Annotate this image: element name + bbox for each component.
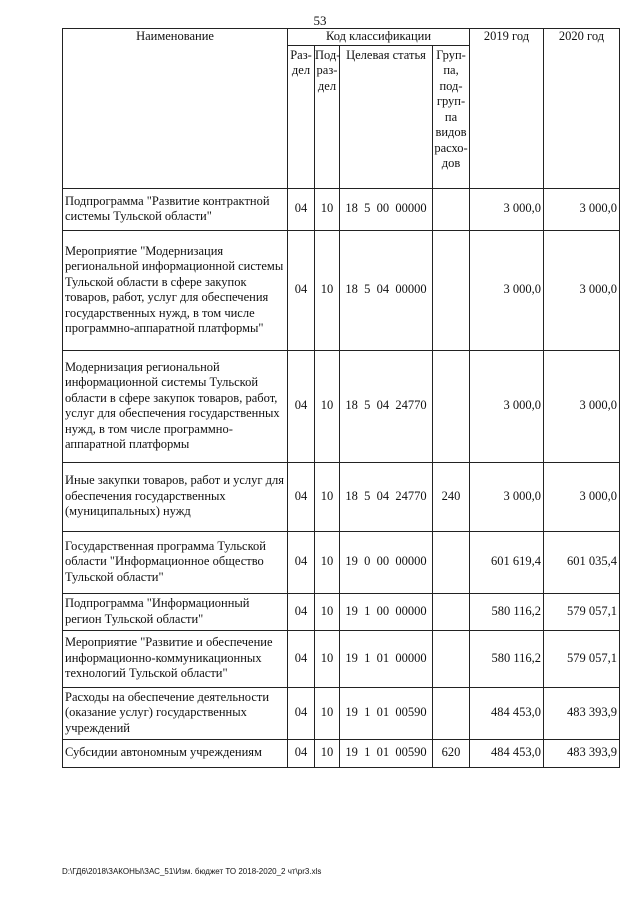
row-2019: 580 116,2 <box>470 593 544 630</box>
row-section: 04 <box>288 531 315 593</box>
row-name: Субсидии автономным учреждениям <box>63 739 288 767</box>
row-name: Мероприятие "Развитие и обеспечение информационно-коммуникационных технологий Тульской области" <box>63 630 288 687</box>
table-row <box>63 230 620 350</box>
row-section: 04 <box>288 188 315 230</box>
row-2019: 601 619,4 <box>470 531 544 593</box>
row-2020: 483 393,9 <box>544 739 620 767</box>
header-classification-code: Код классификации <box>288 29 470 46</box>
header-2019: 2019 год <box>470 29 544 189</box>
row-subsection: 10 <box>315 230 340 350</box>
row-target: 18 5 00 00000 <box>340 188 433 230</box>
page-number: 53 <box>313 13 327 28</box>
row-2019: 3 000,0 <box>470 230 544 350</box>
row-section: 04 <box>288 462 315 531</box>
row-subsection: 10 <box>315 188 340 230</box>
row-2020: 483 393,9 <box>544 687 620 739</box>
header-2020: 2020 год <box>544 29 620 189</box>
table-row <box>63 531 620 593</box>
row-section: 04 <box>288 739 315 767</box>
header-subsection: Под- раз- дел <box>315 45 340 188</box>
row-group <box>433 630 470 687</box>
row-name: Подпрограмма "Информационный регион Тульской области" <box>63 593 288 630</box>
table-row <box>63 687 620 739</box>
table-row <box>63 350 620 462</box>
row-2019: 3 000,0 <box>470 462 544 531</box>
row-2020: 3 000,0 <box>544 462 620 531</box>
row-section: 04 <box>288 350 315 462</box>
budget-table <box>62 28 620 768</box>
row-target: 18 5 04 24770 <box>340 350 433 462</box>
row-target: 19 1 01 00590 <box>340 739 433 767</box>
row-target: 18 5 04 00000 <box>340 230 433 350</box>
row-2019: 3 000,0 <box>470 350 544 462</box>
row-name: Модернизация региональной информационной системы Тульской области в сфере закупок товаров, работ, услуг для обеспечения государственных нужд, в том числе программно-аппаратной платформы <box>63 350 288 462</box>
table-row <box>63 593 620 630</box>
row-target: 19 1 00 00000 <box>340 593 433 630</box>
row-group: 240 <box>433 462 470 531</box>
row-section: 04 <box>288 230 315 350</box>
row-2019: 580 116,2 <box>470 630 544 687</box>
table-row <box>63 739 620 767</box>
row-2019: 3 000,0 <box>470 188 544 230</box>
row-2019: 484 453,0 <box>470 687 544 739</box>
table-row <box>63 462 620 531</box>
row-2020: 579 057,1 <box>544 593 620 630</box>
row-name: Расходы на обеспечение деятельности (оказание услуг) государственных учреждений <box>63 687 288 739</box>
row-target: 18 5 04 24770 <box>340 462 433 531</box>
header-section: Раз- дел <box>288 45 315 188</box>
table-row <box>63 630 620 687</box>
row-group <box>433 687 470 739</box>
row-subsection: 10 <box>315 350 340 462</box>
row-subsection: 10 <box>315 462 340 531</box>
row-group <box>433 531 470 593</box>
row-subsection: 10 <box>315 593 340 630</box>
row-group <box>433 230 470 350</box>
header-row-top <box>63 29 620 46</box>
row-2020: 3 000,0 <box>544 350 620 462</box>
row-subsection: 10 <box>315 687 340 739</box>
table-row <box>63 188 620 230</box>
header-expense-group: Груп- па, под- груп- па видов расхо- дов <box>433 45 470 188</box>
file-path-footer: D:\ГД6\2018\ЗАКОНЫ\ЗАС_51\Изм. бюджет ТО 2018-2020_2 чт\pr3.xls <box>62 867 322 876</box>
row-2020: 3 000,0 <box>544 230 620 350</box>
row-section: 04 <box>288 593 315 630</box>
header-name: Наименование <box>63 29 288 189</box>
row-group <box>433 188 470 230</box>
row-group: 620 <box>433 739 470 767</box>
row-group <box>433 593 470 630</box>
row-2020: 601 035,4 <box>544 531 620 593</box>
row-subsection: 10 <box>315 531 340 593</box>
row-name: Мероприятие "Модернизация региональной информационной системы Тульской области в сфере закупок товаров, работ, услуг для обеспечения государственных нужд, в том числе программно-аппаратной платформы" <box>63 230 288 350</box>
row-target: 19 1 01 00590 <box>340 687 433 739</box>
row-group <box>433 350 470 462</box>
row-name: Подпрограмма "Развитие контрактной системы Тульской области" <box>63 188 288 230</box>
header-target-article: Целевая статья <box>340 45 433 188</box>
row-target: 19 0 00 00000 <box>340 531 433 593</box>
row-2020: 579 057,1 <box>544 630 620 687</box>
row-section: 04 <box>288 630 315 687</box>
row-2020: 3 000,0 <box>544 188 620 230</box>
row-2019: 484 453,0 <box>470 739 544 767</box>
row-section: 04 <box>288 687 315 739</box>
row-target: 19 1 01 00000 <box>340 630 433 687</box>
row-subsection: 10 <box>315 739 340 767</box>
row-name: Государственная программа Тульской области "Информационное общество Тульской области" <box>63 531 288 593</box>
row-name: Иные закупки товаров, работ и услуг для обеспечения государственных (муниципальных) нужд <box>63 462 288 531</box>
row-subsection: 10 <box>315 630 340 687</box>
